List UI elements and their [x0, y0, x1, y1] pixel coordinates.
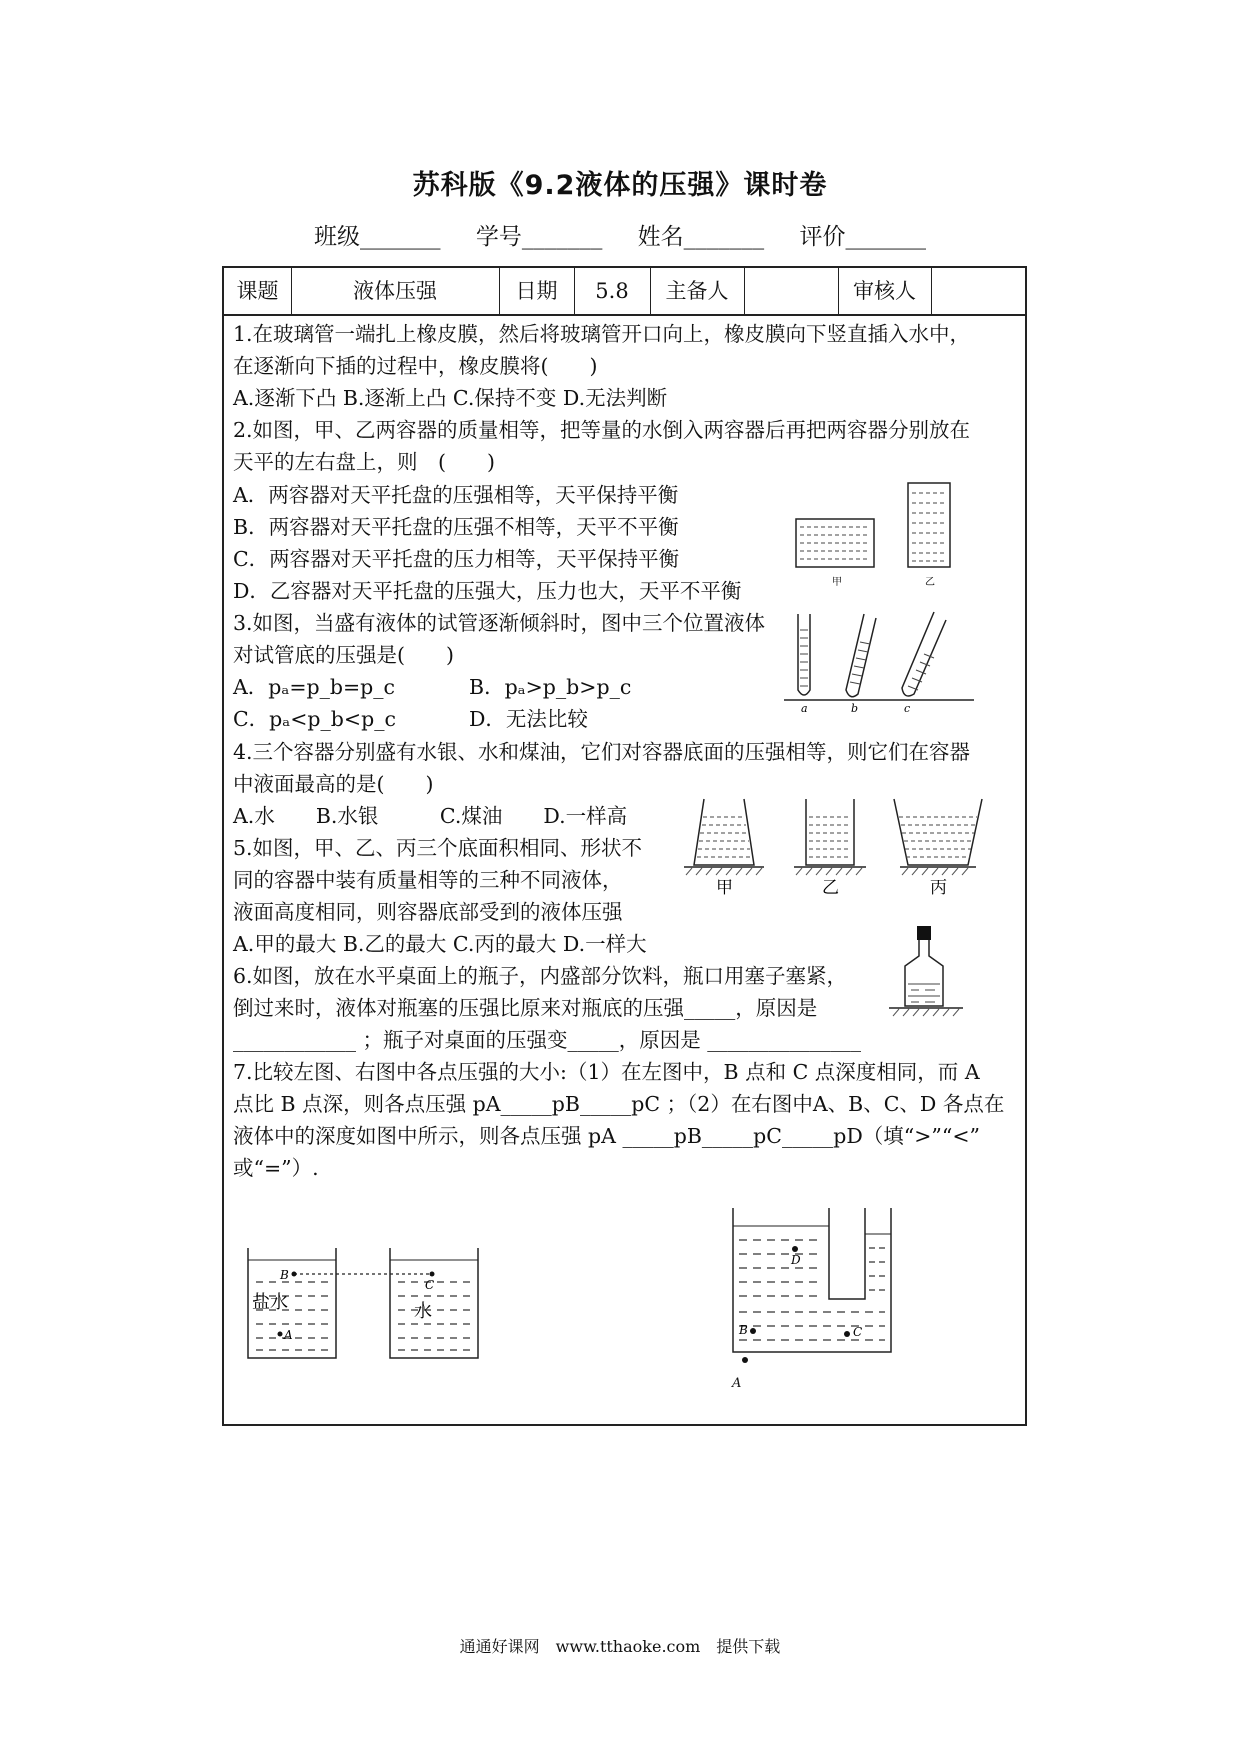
q2-line-2: 天平的左右盘上，则 ( ) — [233, 450, 495, 474]
q7-line-3: 液体中的深度如图中所示，则各点压强 pA _____pB_____pC_____pD（填“>”“<” — [233, 1124, 981, 1148]
point-a — [742, 1357, 748, 1363]
q7-line-1: 7.比较左图、右图中各点压强的大小:（1）在左图中，B 点和 C 点深度相同，而 A — [233, 1060, 980, 1084]
q4-options: A.水 B.水银 C.煤油 D.一样高 — [233, 804, 628, 828]
q5-line-1: 5.如图，甲、乙、丙三个底面积相同、形状不 — [233, 836, 643, 860]
footer-credit: 通通好课网 www.tthaoke.com 提供下载 — [459, 1637, 781, 1656]
date-value: 5.8 — [595, 279, 629, 303]
preparer-label: 主备人 — [665, 279, 729, 303]
label-bing: 丙 — [930, 878, 947, 898]
page-title: 苏科版《9.2液体的压强》课时卷 — [412, 170, 828, 201]
reviewer-value[interactable] — [931, 268, 1025, 314]
preparer-value[interactable] — [744, 268, 838, 314]
point-c — [430, 1272, 435, 1277]
q3-test-tubes-figure — [784, 610, 994, 715]
water-lines-yi — [912, 493, 946, 561]
bottle-liquid — [908, 984, 940, 1002]
q7-left-figure — [244, 1248, 484, 1368]
label-jia: 甲 — [832, 577, 842, 588]
topic-label: 课题 — [236, 279, 279, 303]
label-b: B — [280, 1268, 289, 1282]
container-bing-inverted-trapezoid — [894, 799, 982, 875]
worksheet-table — [222, 266, 1027, 1426]
q1-line-2: 在逐渐向下插的过程中，橡皮膜将( ) — [233, 354, 598, 378]
water-dashes — [398, 1282, 470, 1350]
q1-line-1: 1.在玻璃管一端扎上橡皮膜，然后将玻璃管开口向上，橡皮膜向下竖直插入水中， — [233, 322, 971, 346]
q2-option-b: B．两容器对天平托盘的压强不相等，天平不平衡 — [233, 515, 679, 539]
container-water — [390, 1248, 478, 1358]
tube-b — [846, 614, 876, 697]
q4-containers-figure — [694, 795, 1014, 900]
q5-line-2: 同的容器中装有质量相等的三种不同液体， — [233, 868, 623, 892]
container-yi — [908, 483, 950, 567]
q4-line-2: 中液面最高的是( ) — [233, 772, 434, 796]
label-c: C — [853, 1325, 863, 1339]
point-b — [750, 1328, 756, 1334]
student-number-field[interactable]: 学号_______ — [475, 224, 603, 250]
tube-a — [798, 614, 810, 695]
label-water: 水 — [414, 1301, 432, 1322]
point-d — [792, 1246, 798, 1252]
topic-value: 液体压强 — [353, 279, 437, 303]
label-jia: 甲 — [716, 878, 733, 898]
label-c: C — [425, 1278, 435, 1292]
q7-line-2: 点比 B 点深，则各点压强 pA_____pB_____pC ；（2）在右图中A、B、C、D 各点在 — [233, 1092, 1005, 1116]
label-d: D — [791, 1253, 801, 1267]
container-yi-rect — [794, 799, 866, 875]
reviewer-label: 审核人 — [853, 279, 916, 303]
label-b: b — [851, 702, 859, 715]
table-hatching — [893, 1009, 959, 1016]
q3-option-a: A．pₐ=p_b=p_c — [233, 675, 396, 699]
date-label: 日期 — [515, 279, 558, 303]
q5-line-3: 液面高度相同，则容器底部受到的液体压强 — [233, 900, 623, 924]
q2-option-c: C．两容器对天平托盘的压力相等，天平保持平衡 — [233, 547, 680, 571]
q3-option-c: C．pₐ<p_b<p_c — [233, 707, 396, 731]
q3-option-d: D．无法比较 — [469, 707, 588, 731]
q3-line-1: 3.如图，当盛有液体的试管逐渐倾斜时，图中三个位置液体 — [233, 611, 766, 635]
vessel-outer — [733, 1208, 891, 1352]
name-field[interactable]: 姓名_______ — [637, 224, 765, 250]
q6-line-1: 6.如图，放在水平桌面上的瓶子，内盛部分饮料，瓶口用塞子塞紧， — [233, 964, 848, 988]
class-field[interactable]: 班级_______ — [314, 224, 441, 250]
label-b: B — [739, 1323, 748, 1337]
bottle-stopper — [917, 926, 931, 940]
q2-line-1: 2.如图，甲、乙两容器的质量相等，把等量的水倒入两容器后再把两容器分别放在 — [233, 418, 971, 442]
tube-c — [902, 612, 946, 696]
q3-line-2: 对试管底的压强是( ) — [233, 643, 454, 667]
q2-containers-figure — [784, 483, 984, 593]
q5-options: A.甲的最大 B.乙的最大 C.丙的最大 D.一样大 — [233, 932, 647, 956]
label-salt-water: 盐水 — [252, 1292, 288, 1313]
point-b — [292, 1272, 297, 1277]
q6-line-3: ____________ ；瓶子对桌面的压强变_____，原因是 _______________ — [233, 1028, 862, 1052]
evaluation-field[interactable]: 评价_______ — [799, 224, 926, 250]
header-row — [224, 268, 1025, 316]
vessel-divider — [829, 1208, 865, 1299]
student-info-row — [0, 218, 1240, 251]
q7-right-figure — [729, 1208, 919, 1368]
q3-option-b: B．pₐ>p_b>p_c — [469, 675, 632, 699]
label-yi: 乙 — [822, 878, 839, 898]
container-jia-trapezoid — [684, 799, 764, 875]
q2-option-d: D．乙容器对天平托盘的压强大，压力也大，天平不平衡 — [233, 579, 742, 603]
q7-line-4: 或“=”）. — [233, 1156, 319, 1180]
label-a: a — [801, 702, 808, 715]
right-label-a: A — [732, 1376, 742, 1391]
q2-option-a: A．两容器对天平托盘的压强相等，天平保持平衡 — [233, 483, 679, 507]
q4-line-1: 4.三个容器分别盛有水银、水和煤油，它们对容器底面的压强相等，则它们在容器 — [233, 740, 971, 764]
label-c: c — [904, 702, 911, 715]
q6-line-2: 倒过来时，液体对瓶塞的压强比原来对瓶底的压强_____，原因是 — [233, 996, 818, 1020]
label-yi: 乙 — [925, 577, 935, 588]
point-a — [278, 1332, 283, 1337]
q1-options: A.逐渐下凸 B.逐渐上凸 C.保持不变 D.无法判断 — [233, 386, 668, 410]
q6-bottle-figure — [889, 926, 979, 1026]
label-a: A — [284, 1328, 293, 1342]
water-lines-jia — [800, 527, 870, 559]
point-c — [844, 1331, 850, 1337]
